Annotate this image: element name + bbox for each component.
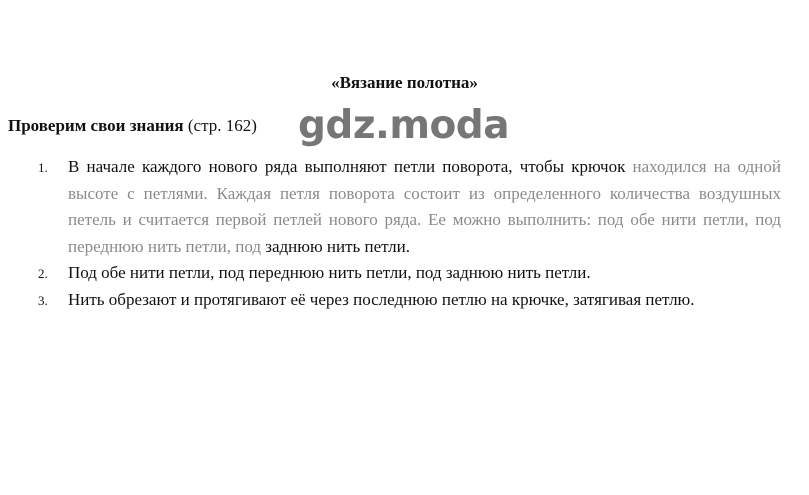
- answer-number: 1.: [38, 160, 48, 175]
- answer-text: Нить обрезают и протягивают её через последнюю петлю на крючке, затягивая петлю.: [68, 289, 695, 309]
- answer-item-3: [0, 287, 809, 314]
- answer-number: 2.: [38, 266, 48, 281]
- document-title: «Вязание полотна»: [331, 73, 478, 92]
- answer-item-2: [0, 260, 809, 287]
- answer-text: В начале каждого нового ряда выполняют петли поворота, чтобы крючок: [68, 157, 633, 176]
- section-heading: [8, 115, 257, 137]
- watermark-logo: gdz.moda: [298, 103, 510, 148]
- answer-item-1: [0, 154, 809, 260]
- section-heading-label: Проверим свои знания: [8, 116, 184, 135]
- page-reference: (стр. 162): [183, 116, 257, 135]
- answer-text-faded: находился на одной высоте с петлями. Каждая петля поворота состоит из определенного количества воздушных петель и считается первой петлей нового ряда. Ее можно выполнить: под обе нити петли, под переднюю нить петли, под: [68, 157, 781, 256]
- answer-number: 3.: [38, 292, 48, 308]
- answer-text-end: заднюю нить петли.: [260, 236, 410, 256]
- answer-text: Под обе нити петли, под переднюю нить петли, под заднюю нить петли.: [68, 263, 591, 282]
- answer-list: [0, 154, 809, 313]
